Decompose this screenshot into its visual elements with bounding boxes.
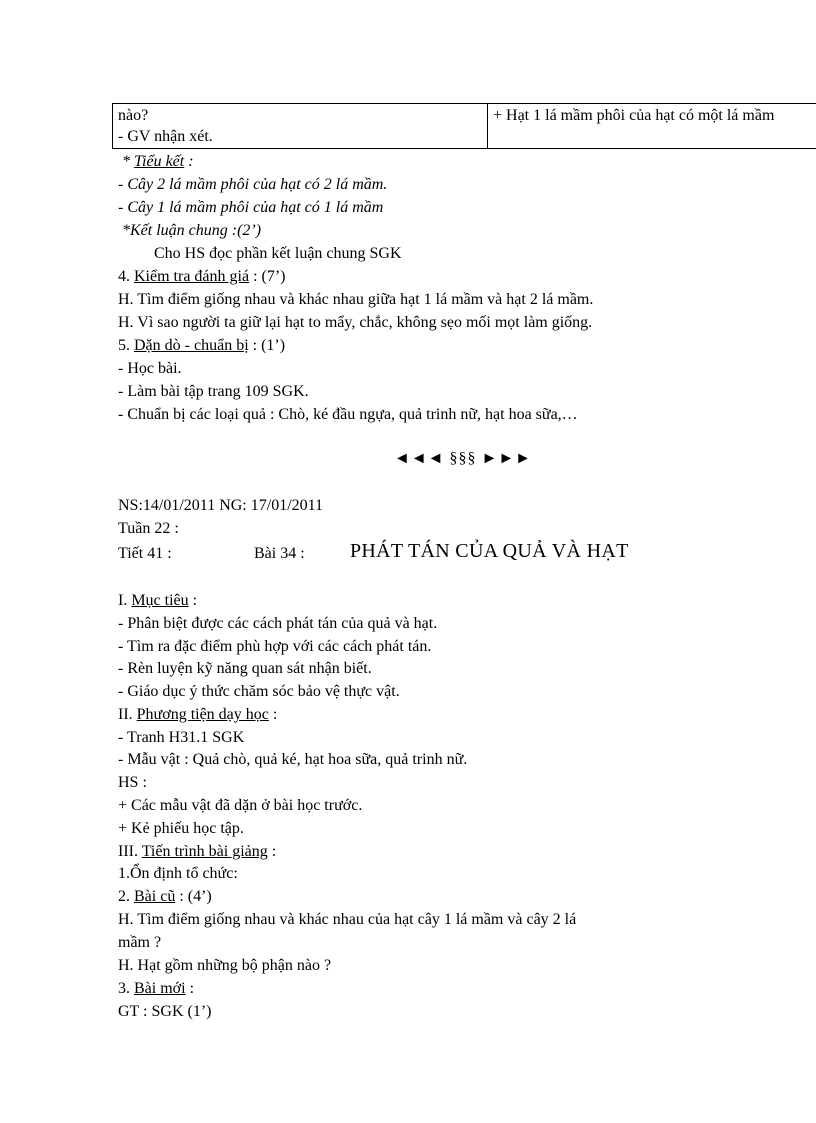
process-note: GT : SGK (1’) bbox=[118, 1003, 212, 1020]
lesson-period: Tiết 41 : bbox=[118, 545, 172, 562]
list-item: - Chuẩn bị các loại quả : Chò, ké đầu ngựa, quả trinh nữ, hạt hoa sữa,… bbox=[118, 406, 578, 423]
table-text: - GV nhận xét. bbox=[118, 128, 213, 145]
question: mầm ? bbox=[118, 934, 162, 951]
table-cell-student bbox=[488, 104, 816, 149]
question: H. Tìm điểm giống nhau và khác nhau của hạt cây 1 lá mầm và cây 2 lá bbox=[118, 911, 577, 928]
list-item: - Giáo dục ý thức chăm sóc bảo vệ thực vật. bbox=[118, 683, 400, 700]
table-text: nào? bbox=[118, 107, 149, 124]
conclusion-heading: *Kết luận chung :(2’) bbox=[122, 222, 262, 239]
conclusion-text: Cho HS đọc phần kết luận chung SGK bbox=[154, 245, 402, 262]
process-step: 3. Bài mới : bbox=[118, 980, 195, 997]
list-item: - Tìm ra đặc điểm phù hợp với các cách phát tán. bbox=[118, 638, 432, 655]
list-item: - Mẫu vật : Quả chò, quả ké, hạt hoa sữa, quả trinh nữ. bbox=[118, 751, 468, 768]
section5-heading: 5. Dặn dò - chuẩn bị : (1’) bbox=[118, 337, 286, 354]
section4-heading: 4. Kiểm tra đánh giá : (7’) bbox=[118, 268, 286, 285]
lesson-dates: NS:14/01/2011 NG: 17/01/2011 bbox=[118, 497, 324, 514]
summary-line: - Cây 2 lá mầm phôi của hạt có 2 lá mầm. bbox=[118, 176, 388, 193]
means-heading: II. Phương tiện dạy học : bbox=[118, 706, 278, 723]
list-item: - Tranh H31.1 SGK bbox=[118, 729, 245, 746]
list-item: + Các mẫu vật đã dặn ở bài học trước. bbox=[118, 797, 363, 814]
table-cell-teacher bbox=[113, 104, 488, 149]
list-item: - Phân biệt được các cách phát tán của quả và hạt. bbox=[118, 615, 438, 632]
process-heading: III. Tiến trình bài giảng : bbox=[118, 843, 277, 860]
list-item: - Rèn luyện kỹ năng quan sát nhận biết. bbox=[118, 660, 372, 677]
summary-heading: * Tiểu kết : bbox=[122, 153, 194, 170]
table-text: + Hạt 1 lá mầm phôi của hạt có một lá mầm bbox=[493, 107, 775, 124]
lesson-week: Tuần 22 : bbox=[118, 520, 179, 537]
section-separator: ◄◄◄ §§§ ►►► bbox=[393, 450, 532, 467]
table-row bbox=[113, 104, 816, 149]
lesson-title: PHÁT TÁN CỦA QUẢ VÀ HẠT bbox=[350, 540, 629, 562]
list-item: HS : bbox=[118, 774, 147, 791]
list-item: - Học bài. bbox=[118, 360, 182, 377]
lesson-number: Bài 34 : bbox=[254, 545, 305, 562]
question: H. Tìm điểm giống nhau và khác nhau giữa hạt 1 lá mầm và hạt 2 lá mầm. bbox=[118, 291, 594, 308]
continuation-table bbox=[112, 103, 816, 149]
list-item: + Kẻ phiếu học tập. bbox=[118, 820, 244, 837]
summary-line: - Cây 1 lá mầm phôi của hạt có 1 lá mầm bbox=[118, 199, 384, 216]
list-item: - Làm bài tập trang 109 SGK. bbox=[118, 383, 309, 400]
process-step: 1.Ổn định tổ chức: bbox=[118, 865, 238, 882]
objectives-heading: I. Mục tiêu : bbox=[118, 592, 198, 609]
process-step: 2. Bài cũ : (4’) bbox=[118, 888, 212, 905]
question: H. Vì sao người ta giữ lại hạt to mẩy, chắc, không sẹo mối mọt làm giống. bbox=[118, 314, 593, 331]
question: H. Hạt gồm những bộ phận nào ? bbox=[118, 957, 332, 974]
summary-label: Tiểu kết bbox=[134, 153, 185, 170]
